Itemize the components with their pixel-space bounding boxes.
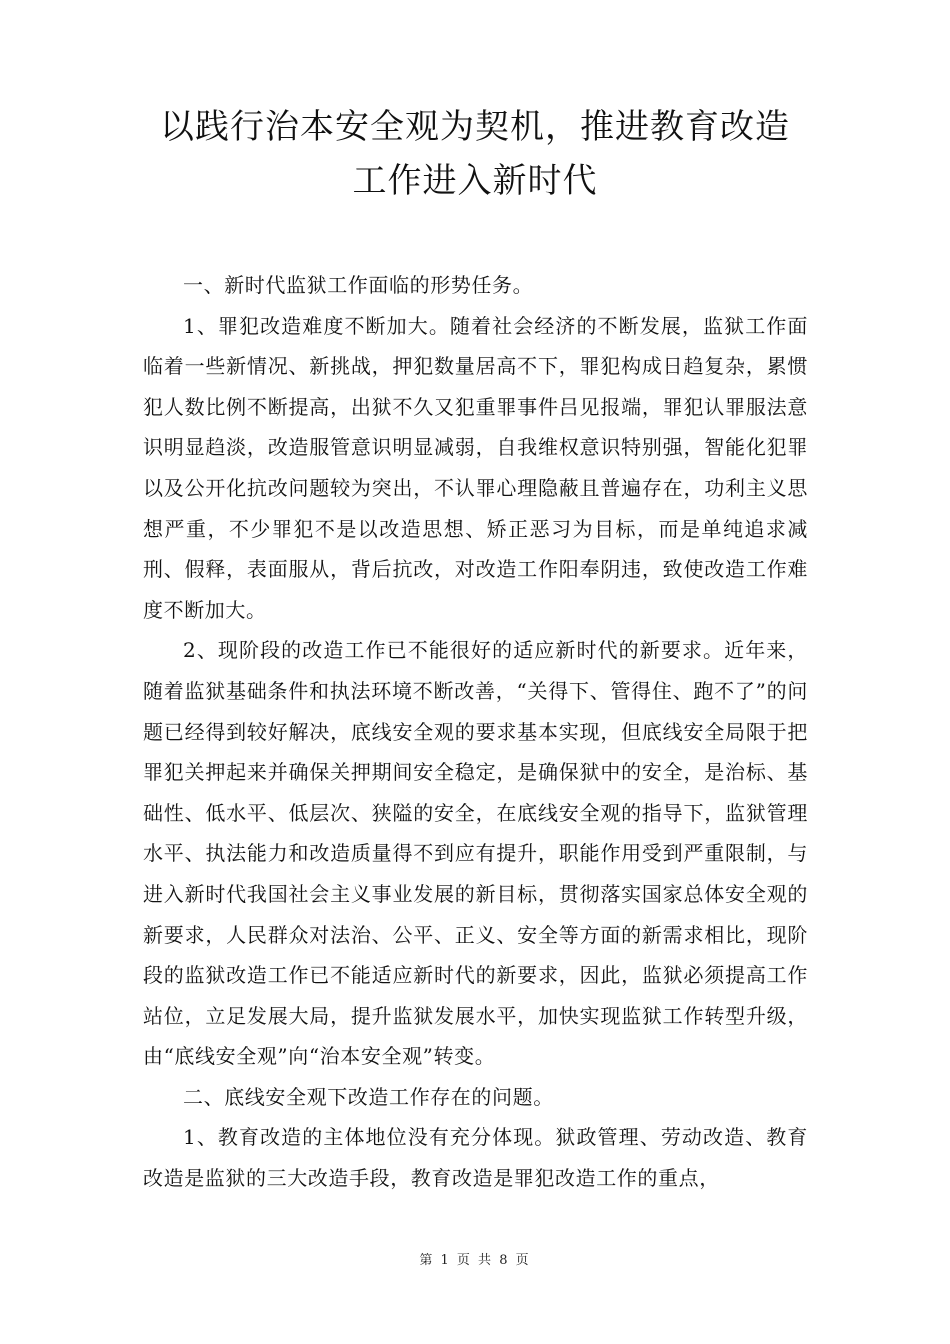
title-line-1: 以践行治本安全观为契机，推进教育改造 (160, 107, 790, 147)
section-heading-2: 二、底线安全观下改造工作存在的问题。 (183, 1084, 554, 1109)
paragraph-2: 2、现阶段的改造工作已不能很好的适应新时代的新要求。近年来，随着监狱基础条件和执法环境不断改善，“关得下、管得住、跑不了”的问题已经得到较好解决，底线安全观的要求基本实现，但底线安全局限于把罪犯关押起来并确保关押期间安全稳定，是确保狱中的安全，是治标、基础性、低水平、低层次、狭隘的安全，在底线安全观的指导下，监狱管理水平、执法能力和改造质量得不到应有提升，职能作用受到严重限制，与进入新时代我国社会主义事业发展的新目标，贯彻落实国家总体安全观的新要求，人民群众对法治、公平、正义、安全等方面的新需求相比，现阶段的监狱改造工作已不能适应新时代的新要求，因此，监狱必须提高工作站位，立足发展大局，提升监狱发展水平，加快实现监狱工作转型升级，由“底线安全观”向“治本安全观”转变。 (143, 638, 808, 1069)
page-number-footer: 第 1 页 共 8 页 (419, 1253, 531, 1268)
section-heading-1: 一、新时代监狱工作面临的形势任务。 (183, 273, 534, 297)
paragraph-3: 1、教育改造的主体地位没有充分体现。狱政管理、劳动改造、教育改造是监狱的三大改造手段，教育改造是罪犯改造工作的重点， (143, 1125, 808, 1191)
document-title (100, 100, 850, 208)
document-body (143, 265, 808, 1199)
title-line-2: 工作进入新时代 (352, 161, 598, 201)
paragraph-1: 1、罪犯改造难度不断加大。随着社会经济的不断发展，监狱工作面临着一些新情况、新挑战，押犯数量居高不下，罪犯构成日趋复杂，累惯犯人数比例不断提高，出狱不久又犯重罪事件吕见报端，罪犯认罪服法意识明显趋淡，改造服管意识明显减弱，自我维权意识特别强，智能化犯罪以及公开化抗改问题较为突出，不认罪心理隐蔽且普遍存在，功利主义思想严重，不少罪犯不是以改造思想、矫正恶习为目标，而是单纯追求减刑、假释，表面服从，背后抗改，对改造工作阳奉阴违，致使改造工作难度不断加大。 (143, 313, 808, 622)
